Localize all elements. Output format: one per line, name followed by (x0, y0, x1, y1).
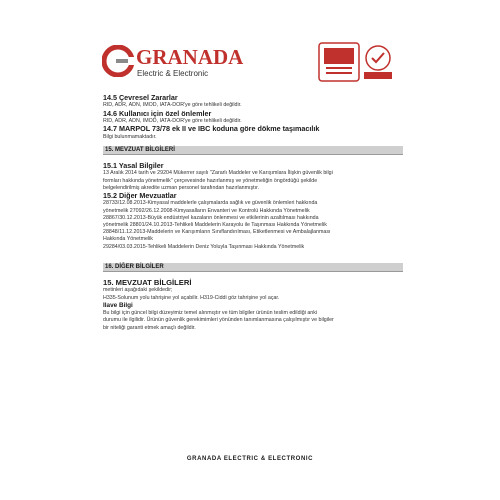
brand-subtitle: Electric & Electronic (137, 69, 209, 78)
s147-text: Bilgi bulunmamaktadır. (103, 133, 157, 140)
section-15-bar-label: 15. MEVZUAT BİLGİLERİ (105, 147, 175, 153)
section-15-block (103, 162, 403, 251)
granada-logo (102, 45, 244, 81)
s16-title: 15. MEVZUAT BİLGİLERİ (103, 278, 192, 287)
s152-line: Hakkında Yönetmelik (103, 236, 153, 243)
s151-line: 13 Aralık 2014 tarih ve 29204 Mükerrer sayılı "Zararlı Maddeler ve Karışımlara İlişkin güvenlik bilgi (103, 170, 333, 177)
s145-title: 14.5 Çevresel Zararlar (103, 93, 178, 102)
certification-badges (318, 42, 398, 82)
granada-logo-icon (102, 45, 134, 77)
s146-text: RID, ADR, ADN, IMOD, IATA-DOR'ye göre tehlikeli değildir. (103, 118, 242, 125)
s16-line: bir niteliği garanti etmek amaçlı değildir. (103, 324, 196, 331)
s16-line: Bu bilgi için güncel bilgi düzeyimiz temel alınmıştır ve tüm bilgiler ürünün teslim edildiği anki (103, 310, 318, 317)
section-16-bar (103, 263, 403, 272)
s16-line: metinleri aşağıdaki şekildedir; (103, 287, 173, 294)
s152-line: yönetmelik 27092/26.12.2008-Kimyasalların Envanteri ve Kontrolü Hakkında Yönetmelik (103, 207, 310, 214)
s152-line: 28848/11.12.2013-Maddelerin ve Karışımların Sınıflandırılması, Etiketlenmesi ve Ambalajlanması (103, 229, 331, 236)
s145-text: RID, ADR, ADN, IMOD, IATA-DOR'ye göre tehlikeli değildir. (103, 102, 242, 109)
s152-line: 28867/30.12.2013-Büyük endüstriyel kazaların önlenmesi ve etkilerinin azaltılması hakkında (103, 214, 319, 221)
s152-title: 15.2 Diğer Mevzuatlar (103, 191, 177, 201)
s152-line: yönetmelik 28801/24.10.2013-Tehlikeli Maddelerin Karayolu ile Taşınması Hakkında Yönetmelik (103, 222, 327, 229)
brand-name: GRANADA (136, 45, 244, 69)
section-16-block (103, 279, 403, 332)
s16-line: H335-Solunum yolu tahrişine yol açabilir. H319-Ciddi göz tahrişine yol açar. (103, 294, 280, 301)
s151-title: 15.1 Yasal Bilgiler (103, 161, 164, 170)
s151-line: belgelendirilmiş akredite uzman personel tarafından hazırlanmıştır. (103, 184, 260, 191)
s16-line: durumu ile ilgilidir. Ürünün güvenlik gerekimimleri yönünden tanımlanmasına çalışılmıştır ve bilgiler (103, 317, 334, 324)
s147-title: 14.7 MARPOL 73/78 ek II ve IBC koduna göre dökme taşımacılık (103, 124, 320, 134)
s16-other-title: Ilave Bilgi (103, 301, 133, 309)
s152-line: 29284/03.03.2015-Tehlikeli Maddelerin Deniz Yoluyla Taşınması Hakkında Yönetmelik (103, 243, 305, 250)
s146-title: 14.6 Kullanıcı için özel önlemler (103, 108, 212, 118)
s152-line: 28733/12.08.2013-Kimyasal maddelerle çalışmalarda sağlık ve güvenlik önlemleri hakkında (103, 200, 318, 207)
section-15-bar (103, 146, 403, 155)
s151-line: formları hakkında yönetmelik" çerçevesinde hazırlanmış ve yönetmeliğin öngördüğü şekilde (103, 177, 318, 184)
page-footer: GRANADA ELECTRIC & ELECTRONIC (186, 456, 314, 462)
certification-badge-icon (318, 42, 398, 82)
section-14-block (103, 94, 403, 141)
section-16-bar-label: 16. DİĞER BİLGİLER (105, 264, 164, 270)
